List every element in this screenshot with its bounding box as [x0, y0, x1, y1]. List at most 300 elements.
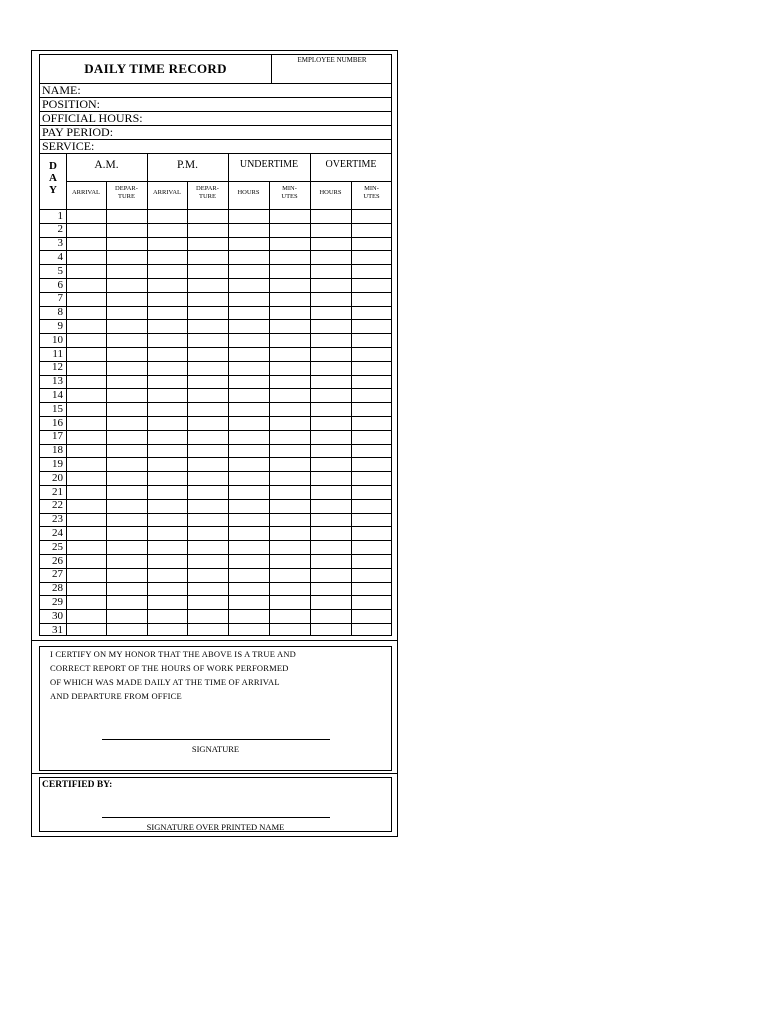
- time-entry-cell[interactable]: [148, 348, 186, 360]
- time-entry-cell[interactable]: [67, 569, 105, 581]
- time-entry-cell[interactable]: [148, 251, 186, 263]
- time-entry-cell[interactable]: [352, 389, 391, 401]
- time-entry-cell[interactable]: [229, 251, 268, 263]
- time-entry-cell[interactable]: [311, 569, 350, 581]
- time-entry-cell[interactable]: [188, 555, 227, 567]
- time-entry-cell[interactable]: [67, 472, 105, 484]
- time-entry-cell[interactable]: [229, 417, 268, 429]
- time-entry-cell[interactable]: [229, 279, 268, 291]
- time-entry-cell[interactable]: [67, 431, 105, 443]
- time-entry-cell[interactable]: [107, 472, 146, 484]
- time-entry-cell[interactable]: [107, 610, 146, 622]
- time-entry-cell[interactable]: [229, 583, 268, 595]
- time-entry-cell[interactable]: [188, 624, 227, 636]
- time-entry-cell[interactable]: [270, 445, 309, 457]
- time-entry-cell[interactable]: [107, 527, 146, 539]
- time-entry-cell[interactable]: [352, 307, 391, 319]
- time-entry-cell[interactable]: [352, 527, 391, 539]
- time-entry-cell[interactable]: [107, 293, 146, 305]
- time-entry-cell[interactable]: [270, 376, 309, 388]
- time-entry-cell[interactable]: [67, 624, 105, 636]
- time-entry-cell[interactable]: [67, 238, 105, 250]
- time-entry-cell[interactable]: [311, 307, 350, 319]
- time-entry-cell[interactable]: [311, 541, 350, 553]
- time-entry-cell[interactable]: [188, 251, 227, 263]
- header-divider: [66, 181, 391, 182]
- time-entry-cell[interactable]: [107, 307, 146, 319]
- time-entry-cell[interactable]: [229, 458, 268, 470]
- time-entry-cell[interactable]: [148, 514, 186, 526]
- time-entry-cell[interactable]: [229, 348, 268, 360]
- time-entry-cell[interactable]: [67, 403, 105, 415]
- service-field[interactable]: SERVICE:: [39, 140, 392, 154]
- time-entry-cell[interactable]: [270, 238, 309, 250]
- time-entry-cell[interactable]: [352, 486, 391, 498]
- time-entry-cell[interactable]: [270, 320, 309, 332]
- time-entry-cell[interactable]: [352, 624, 391, 636]
- time-entry-cell[interactable]: [188, 265, 227, 277]
- time-entry-cell[interactable]: [311, 624, 350, 636]
- day-number: 4: [57, 250, 63, 263]
- time-entry-cell[interactable]: [352, 596, 391, 608]
- time-entry-cell[interactable]: [311, 403, 350, 415]
- time-entry-cell[interactable]: [107, 265, 146, 277]
- column-subheader: MIN- UTES: [363, 185, 380, 200]
- time-entry-cell[interactable]: [148, 279, 186, 291]
- signature-label: SIGNATURE: [191, 744, 240, 754]
- time-entry-cell[interactable]: [352, 458, 391, 470]
- time-entry-cell[interactable]: [311, 210, 350, 222]
- time-entry-cell[interactable]: [311, 596, 350, 608]
- column-subheader: ARRIVAL: [152, 189, 182, 196]
- time-entry-cell[interactable]: [270, 293, 309, 305]
- time-entry-cell[interactable]: [67, 527, 105, 539]
- day-number: 24: [52, 526, 63, 539]
- time-entry-cell[interactable]: [188, 431, 227, 443]
- time-entry-cell[interactable]: [352, 376, 391, 388]
- time-entry-cell[interactable]: [311, 251, 350, 263]
- day-number: 6: [57, 278, 63, 291]
- time-entry-cell[interactable]: [107, 376, 146, 388]
- time-entry-cell[interactable]: [188, 320, 227, 332]
- certifier-signature-label: SIGNATURE OVER PRINTED NAME: [146, 822, 285, 832]
- time-entry-cell[interactable]: [67, 610, 105, 622]
- column-subheader: MIN- UTES: [281, 185, 298, 200]
- time-entry-cell[interactable]: [107, 334, 146, 346]
- time-entry-cell[interactable]: [352, 472, 391, 484]
- day-number: 15: [52, 402, 63, 415]
- time-entry-cell[interactable]: [67, 210, 105, 222]
- time-entry-cell[interactable]: [311, 417, 350, 429]
- time-entry-cell[interactable]: [352, 279, 391, 291]
- time-entry-cell[interactable]: [352, 541, 391, 553]
- time-entry-cell[interactable]: [148, 334, 186, 346]
- time-entry-cell[interactable]: [229, 569, 268, 581]
- time-entry-cell[interactable]: [67, 224, 105, 236]
- time-entry-cell[interactable]: [229, 624, 268, 636]
- time-entry-cell[interactable]: [270, 527, 309, 539]
- time-entry-cell[interactable]: [188, 458, 227, 470]
- time-entry-cell[interactable]: [148, 458, 186, 470]
- day-column-header: [40, 160, 66, 196]
- column-subheader: DEPAR- TURE: [115, 185, 138, 200]
- time-entry-cell[interactable]: [270, 334, 309, 346]
- day-number: 10: [52, 333, 63, 346]
- time-entry-cell[interactable]: [67, 334, 105, 346]
- time-entry-cell[interactable]: [188, 610, 227, 622]
- am-group-header: A.M.: [94, 159, 119, 171]
- time-entry-cell[interactable]: [352, 362, 391, 374]
- time-entry-cell[interactable]: [107, 320, 146, 332]
- time-entry-cell[interactable]: [107, 403, 146, 415]
- time-entry-cell[interactable]: [148, 307, 186, 319]
- time-entry-cell[interactable]: [67, 320, 105, 332]
- time-entry-cell[interactable]: [311, 334, 350, 346]
- time-entry-cell[interactable]: [188, 569, 227, 581]
- time-entry-cell[interactable]: [67, 348, 105, 360]
- time-entry-cell[interactable]: [229, 514, 268, 526]
- time-entry-cell[interactable]: [352, 403, 391, 415]
- day-number: 20: [52, 471, 63, 484]
- time-entry-cell[interactable]: [67, 500, 105, 512]
- time-entry-cell[interactable]: [311, 265, 350, 277]
- time-entry-cell[interactable]: [352, 417, 391, 429]
- time-entry-cell[interactable]: [148, 224, 186, 236]
- time-entry-cell[interactable]: [107, 596, 146, 608]
- time-entry-cell[interactable]: [107, 389, 146, 401]
- time-entry-cell[interactable]: [107, 417, 146, 429]
- time-entry-cell[interactable]: [107, 445, 146, 457]
- section-divider: [31, 773, 398, 774]
- time-entry-cell[interactable]: [311, 527, 350, 539]
- time-entry-cell[interactable]: [352, 555, 391, 567]
- day-number: 17: [52, 430, 63, 443]
- certification-box: [39, 646, 392, 771]
- time-entry-cell[interactable]: [352, 210, 391, 222]
- time-entry-cell[interactable]: [311, 362, 350, 374]
- time-entry-cell[interactable]: [188, 514, 227, 526]
- time-entry-cell[interactable]: [148, 238, 186, 250]
- time-entry-cell[interactable]: [270, 514, 309, 526]
- time-entry-cell[interactable]: [229, 445, 268, 457]
- time-entry-cell[interactable]: [311, 224, 350, 236]
- time-entry-cell[interactable]: [229, 500, 268, 512]
- time-entry-cell[interactable]: [270, 431, 309, 443]
- day-number: 8: [57, 306, 63, 319]
- time-entry-cell[interactable]: [229, 334, 268, 346]
- time-entry-cell[interactable]: [311, 583, 350, 595]
- time-entry-cell[interactable]: [311, 348, 350, 360]
- time-entry-cell[interactable]: [148, 472, 186, 484]
- signature-line[interactable]: [102, 739, 330, 740]
- day-number: 1: [57, 209, 63, 222]
- time-entry-cell[interactable]: [270, 486, 309, 498]
- time-entry-cell[interactable]: [270, 279, 309, 291]
- day-number: 30: [52, 609, 63, 622]
- time-entry-cell[interactable]: [188, 596, 227, 608]
- time-entry-cell[interactable]: [148, 445, 186, 457]
- time-entry-cell[interactable]: [352, 583, 391, 595]
- day-header-letter: D: [49, 160, 57, 172]
- time-entry-cell[interactable]: [311, 610, 350, 622]
- time-entry-cell[interactable]: [270, 569, 309, 581]
- time-entry-cell[interactable]: [148, 417, 186, 429]
- time-entry-cell[interactable]: [229, 527, 268, 539]
- time-entry-cell[interactable]: [352, 431, 391, 443]
- time-entry-cell[interactable]: [67, 362, 105, 374]
- time-entry-cell[interactable]: [107, 251, 146, 263]
- time-entry-cell[interactable]: [352, 348, 391, 360]
- day-number: 18: [52, 444, 63, 457]
- day-number: 14: [52, 388, 63, 401]
- time-entry-cell[interactable]: [311, 486, 350, 498]
- time-entry-cell[interactable]: [188, 417, 227, 429]
- time-entry-cell[interactable]: [229, 596, 268, 608]
- time-entry-cell[interactable]: [67, 389, 105, 401]
- certification-line: AND DEPARTURE FROM OFFICE: [50, 691, 182, 701]
- section-divider: [31, 640, 398, 641]
- time-entry-cell[interactable]: [107, 458, 146, 470]
- time-entry-cell[interactable]: [229, 238, 268, 250]
- time-entry-cell[interactable]: [352, 320, 391, 332]
- time-entry-cell[interactable]: [188, 583, 227, 595]
- time-entry-cell[interactable]: [270, 348, 309, 360]
- time-entry-cell[interactable]: [311, 238, 350, 250]
- time-entry-cell[interactable]: [67, 417, 105, 429]
- time-entry-cell[interactable]: [270, 403, 309, 415]
- time-entry-cell[interactable]: [352, 265, 391, 277]
- column-subheader: ARRIVAL: [71, 189, 101, 196]
- time-entry-cell[interactable]: [107, 210, 146, 222]
- time-entry-cell[interactable]: [188, 472, 227, 484]
- time-entry-cell[interactable]: [188, 224, 227, 236]
- official-hours-field[interactable]: OFFICIAL HOURS:: [39, 112, 392, 126]
- name-field[interactable]: NAME:: [39, 84, 392, 98]
- time-entry-cell[interactable]: [229, 555, 268, 567]
- time-entry-cell[interactable]: [188, 334, 227, 346]
- time-entry-cell[interactable]: [229, 472, 268, 484]
- time-entry-cell[interactable]: [352, 569, 391, 581]
- day-number: 12: [52, 361, 63, 374]
- time-entry-cell[interactable]: [67, 376, 105, 388]
- day-number: 7: [57, 292, 63, 305]
- time-entry-cell[interactable]: [188, 348, 227, 360]
- time-entry-cell[interactable]: [67, 458, 105, 470]
- time-entry-cell[interactable]: [107, 555, 146, 567]
- time-entry-cell[interactable]: [67, 541, 105, 553]
- day-number: 21: [52, 485, 63, 498]
- time-entry-cell[interactable]: [229, 431, 268, 443]
- time-entry-cell[interactable]: [107, 238, 146, 250]
- time-entry-cell[interactable]: [311, 458, 350, 470]
- time-entry-cell[interactable]: [148, 210, 186, 222]
- time-entry-cell[interactable]: [229, 403, 268, 415]
- time-entry-cell[interactable]: [107, 486, 146, 498]
- time-entry-cell[interactable]: [352, 500, 391, 512]
- time-entry-cell[interactable]: [229, 362, 268, 374]
- time-entry-cell[interactable]: [148, 610, 186, 622]
- time-entry-cell[interactable]: [107, 279, 146, 291]
- time-entry-cell[interactable]: [107, 583, 146, 595]
- time-entry-cell[interactable]: [352, 514, 391, 526]
- time-entry-cell[interactable]: [107, 431, 146, 443]
- time-entry-cell[interactable]: [311, 293, 350, 305]
- certified-by-label: CERTIFIED BY:: [42, 780, 113, 790]
- time-entry-cell[interactable]: [311, 320, 350, 332]
- day-number: 31: [52, 623, 63, 636]
- time-entry-cell[interactable]: [352, 251, 391, 263]
- time-entry-cell[interactable]: [67, 251, 105, 263]
- time-entry-cell[interactable]: [188, 210, 227, 222]
- time-entry-cell[interactable]: [148, 555, 186, 567]
- day-number: 9: [57, 319, 63, 332]
- time-entry-cell[interactable]: [311, 472, 350, 484]
- time-entry-cell[interactable]: [67, 514, 105, 526]
- time-entry-cell[interactable]: [67, 307, 105, 319]
- time-entry-cell[interactable]: [270, 610, 309, 622]
- time-entry-cell[interactable]: [311, 500, 350, 512]
- time-entry-cell[interactable]: [188, 307, 227, 319]
- position-field[interactable]: POSITION:: [39, 98, 392, 112]
- time-entry-cell[interactable]: [148, 403, 186, 415]
- time-entry-cell[interactable]: [188, 293, 227, 305]
- time-entry-cell[interactable]: [311, 445, 350, 457]
- time-entry-cell[interactable]: [107, 624, 146, 636]
- time-entry-cell[interactable]: [229, 265, 268, 277]
- time-entry-cell[interactable]: [148, 583, 186, 595]
- time-entry-cell[interactable]: [107, 514, 146, 526]
- time-entry-cell[interactable]: [270, 417, 309, 429]
- time-entry-cell[interactable]: [107, 224, 146, 236]
- time-entry-cell[interactable]: [270, 500, 309, 512]
- time-entry-cell[interactable]: [107, 569, 146, 581]
- time-entry-cell[interactable]: [148, 527, 186, 539]
- time-entry-cell[interactable]: [148, 500, 186, 512]
- time-entry-cell[interactable]: [107, 541, 146, 553]
- time-entry-cell[interactable]: [270, 596, 309, 608]
- time-entry-cell[interactable]: [148, 541, 186, 553]
- certifier-signature-line[interactable]: [102, 817, 330, 818]
- time-entry-cell[interactable]: [107, 348, 146, 360]
- time-entry-cell[interactable]: [270, 307, 309, 319]
- time-entry-cell[interactable]: [229, 610, 268, 622]
- time-entry-cell[interactable]: [107, 500, 146, 512]
- time-entry-cell[interactable]: [270, 458, 309, 470]
- time-entry-cell[interactable]: [148, 376, 186, 388]
- time-entry-cell[interactable]: [188, 362, 227, 374]
- time-entry-cell[interactable]: [352, 293, 391, 305]
- time-entry-cell[interactable]: [188, 279, 227, 291]
- day-number: 11: [52, 347, 63, 360]
- time-entry-cell[interactable]: [270, 541, 309, 553]
- day-number: 13: [52, 375, 63, 388]
- time-entry-cell[interactable]: [311, 431, 350, 443]
- time-entry-cell[interactable]: [270, 224, 309, 236]
- time-entry-cell[interactable]: [67, 555, 105, 567]
- certification-line: OF WHICH WAS MADE DAILY AT THE TIME OF ARRIVAL: [50, 677, 280, 687]
- time-entry-cell[interactable]: [188, 403, 227, 415]
- day-header-letter: Y: [49, 184, 57, 196]
- time-entry-cell[interactable]: [270, 210, 309, 222]
- time-entry-cell[interactable]: [148, 293, 186, 305]
- day-number: 22: [52, 499, 63, 512]
- time-entry-cell[interactable]: [352, 445, 391, 457]
- time-entry-cell[interactable]: [148, 362, 186, 374]
- time-entry-cell[interactable]: [188, 445, 227, 457]
- time-entry-cell[interactable]: [229, 210, 268, 222]
- day-number: 3: [57, 237, 63, 250]
- time-entry-cell[interactable]: [148, 569, 186, 581]
- time-entry-cell[interactable]: [148, 265, 186, 277]
- time-entry-cell[interactable]: [67, 596, 105, 608]
- time-entry-cell[interactable]: [148, 389, 186, 401]
- day-number: 23: [52, 513, 63, 526]
- certification-line: I CERTIFY ON MY HONOR THAT THE ABOVE IS A TRUE AND: [50, 649, 297, 659]
- time-entry-cell[interactable]: [148, 320, 186, 332]
- time-entry-cell[interactable]: [67, 265, 105, 277]
- time-entry-cell[interactable]: [311, 389, 350, 401]
- employee-number-label: EMPLOYEE NUMBER: [297, 56, 367, 64]
- time-entry-cell[interactable]: [311, 376, 350, 388]
- time-entry-cell[interactable]: [148, 596, 186, 608]
- time-entry-cell[interactable]: [188, 376, 227, 388]
- time-entry-cell[interactable]: [270, 251, 309, 263]
- pay-period-field[interactable]: PAY PERIOD:: [39, 126, 392, 140]
- time-entry-cell[interactable]: [188, 500, 227, 512]
- certification-line: CORRECT REPORT OF THE HOURS OF WORK PERFORMED: [50, 663, 289, 673]
- time-entry-cell[interactable]: [67, 486, 105, 498]
- time-entry-cell[interactable]: [229, 307, 268, 319]
- time-entry-cell[interactable]: [188, 389, 227, 401]
- time-entry-cell[interactable]: [188, 527, 227, 539]
- time-entry-cell[interactable]: [270, 362, 309, 374]
- time-entry-cell[interactable]: [67, 445, 105, 457]
- time-entry-cell[interactable]: [148, 431, 186, 443]
- time-entry-cell[interactable]: [107, 362, 146, 374]
- time-entry-cell[interactable]: [229, 389, 268, 401]
- time-entry-cell[interactable]: [188, 541, 227, 553]
- time-entry-cell[interactable]: [270, 389, 309, 401]
- time-entry-cell[interactable]: [352, 238, 391, 250]
- time-entry-cell[interactable]: [188, 238, 227, 250]
- time-entry-cell[interactable]: [229, 293, 268, 305]
- time-entry-cell[interactable]: [352, 610, 391, 622]
- time-entry-cell[interactable]: [270, 472, 309, 484]
- time-entry-cell[interactable]: [67, 583, 105, 595]
- time-entry-cell[interactable]: [352, 224, 391, 236]
- time-entry-cell[interactable]: [311, 514, 350, 526]
- time-entry-cell[interactable]: [311, 279, 350, 291]
- time-entry-cell[interactable]: [270, 265, 309, 277]
- time-entry-cell[interactable]: [148, 624, 186, 636]
- time-entry-cell[interactable]: [270, 555, 309, 567]
- time-entry-cell[interactable]: [67, 293, 105, 305]
- time-entry-cell[interactable]: [270, 583, 309, 595]
- time-entry-cell[interactable]: [270, 624, 309, 636]
- day-number: 27: [52, 568, 63, 581]
- time-entry-cell[interactable]: [229, 541, 268, 553]
- time-entry-cell[interactable]: [229, 224, 268, 236]
- time-entry-cell[interactable]: [229, 486, 268, 498]
- time-entry-cell[interactable]: [67, 279, 105, 291]
- time-entry-cell[interactable]: [229, 320, 268, 332]
- column-subheader: HOURS: [319, 189, 342, 196]
- time-entry-cell[interactable]: [311, 555, 350, 567]
- time-entry-cell[interactable]: [352, 334, 391, 346]
- time-entry-cell[interactable]: [148, 486, 186, 498]
- time-entry-cell[interactable]: [188, 486, 227, 498]
- time-entry-cell[interactable]: [229, 376, 268, 388]
